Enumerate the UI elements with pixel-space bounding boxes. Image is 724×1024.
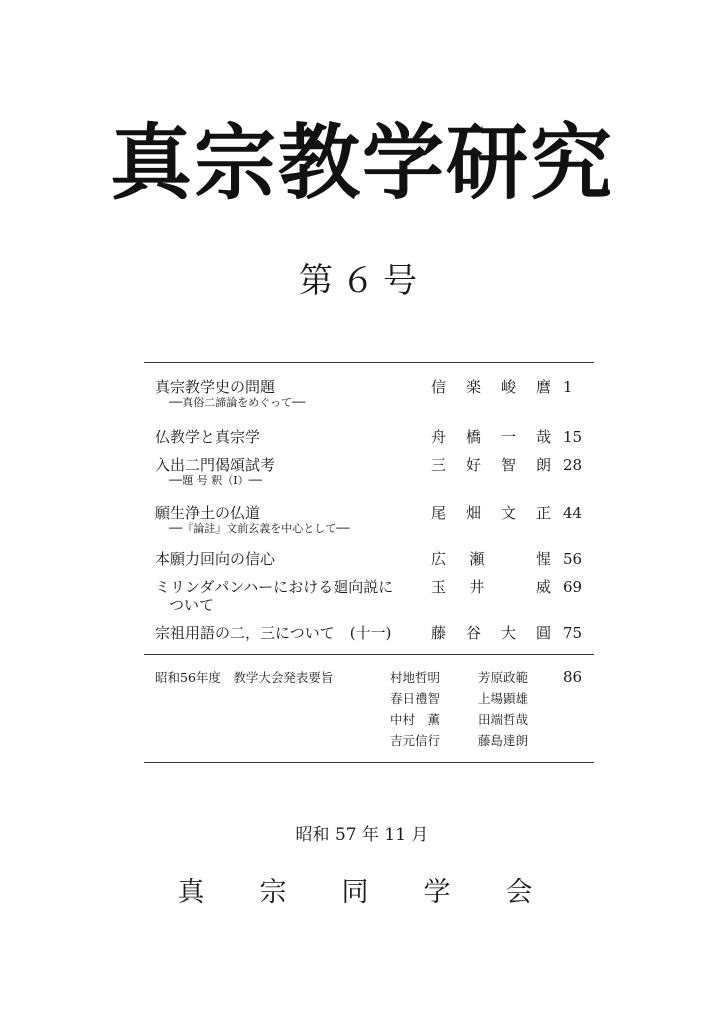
presenter-name: 上場顕雄 <box>478 691 529 706</box>
conference-label: 昭和56年度 教学大会発表要旨 <box>155 670 334 685</box>
toc-entry-page: 1 <box>563 378 573 396</box>
toc-entry-page: 69 <box>563 578 583 596</box>
toc-entry-author: 信楽峻麿 <box>431 378 551 396</box>
presenter-name: 吉元信行 <box>390 733 441 748</box>
conference-page: 86 <box>563 668 583 686</box>
presenter-name: 中村 薫 <box>390 712 441 727</box>
toc-entry-title: 真宗教学史の問題 <box>155 378 276 396</box>
toc-entry <box>155 504 585 550</box>
toc-entry-author: 広瀬 惺 <box>431 550 551 568</box>
presenter-name: 田端哲哉 <box>478 712 529 727</box>
toc-entry-subtitle: ──題 号 釈（Ⅰ）── <box>169 474 262 487</box>
toc-top-rule <box>144 362 594 363</box>
presenter-name: 芳原政範 <box>478 670 529 685</box>
toc-entry-subtitle: ──真俗二諦論をめぐって── <box>169 396 306 409</box>
toc-entry <box>155 624 585 652</box>
toc-entry-subtitle: ──『論註』文前玄義を中心として── <box>169 522 350 535</box>
toc-entry-page: 15 <box>563 428 583 446</box>
journal-title: 真宗教学研究 <box>109 115 614 211</box>
toc-bottom-rule <box>144 762 594 763</box>
toc-entry-author: 藤谷大圓 <box>431 624 551 642</box>
toc-entry <box>155 578 585 624</box>
toc-entry-title-continued: ついて <box>169 596 215 614</box>
toc-entry <box>155 550 585 578</box>
toc-middle-rule <box>144 654 594 655</box>
toc-entry-page: 44 <box>563 504 583 522</box>
publisher-name: 真 宗 同 学 会 <box>177 877 547 908</box>
toc-entry-title: 入出二門偈頌試考 <box>155 456 276 474</box>
toc-entry <box>155 378 585 428</box>
toc-entry-title: 仏教学と真宗学 <box>155 428 261 446</box>
toc-entry-page: 28 <box>563 456 583 474</box>
toc-entry-author: 尾畑文正 <box>431 504 551 522</box>
toc-entry-title: 宗祖用語の二，三について (十一) <box>155 624 392 642</box>
presenter-name: 藤島達朗 <box>478 733 529 748</box>
toc-entry-page: 75 <box>563 624 583 642</box>
toc-entry-author: 舟橋一哉 <box>431 428 551 446</box>
toc-entry-title: 本願力回向の信心 <box>155 550 276 568</box>
presenter-name: 村地哲明 <box>390 670 441 685</box>
toc-entry-page: 56 <box>563 550 583 568</box>
toc-entry <box>155 428 585 456</box>
toc-entry-author: 玉井 威 <box>431 578 551 596</box>
table-of-contents <box>155 378 585 652</box>
publication-date: 昭和 57 年 11 月 <box>295 825 429 845</box>
toc-entry-title: 願生浄土の仏道 <box>155 504 261 522</box>
toc-entry <box>155 456 585 504</box>
issue-number: 第６号 <box>299 261 425 301</box>
presenter-name: 春日禮智 <box>390 691 441 706</box>
toc-entry-author: 三好智朗 <box>431 456 551 474</box>
toc-entry-title: ミリンダパンハーにおける廻向説に <box>155 578 394 596</box>
